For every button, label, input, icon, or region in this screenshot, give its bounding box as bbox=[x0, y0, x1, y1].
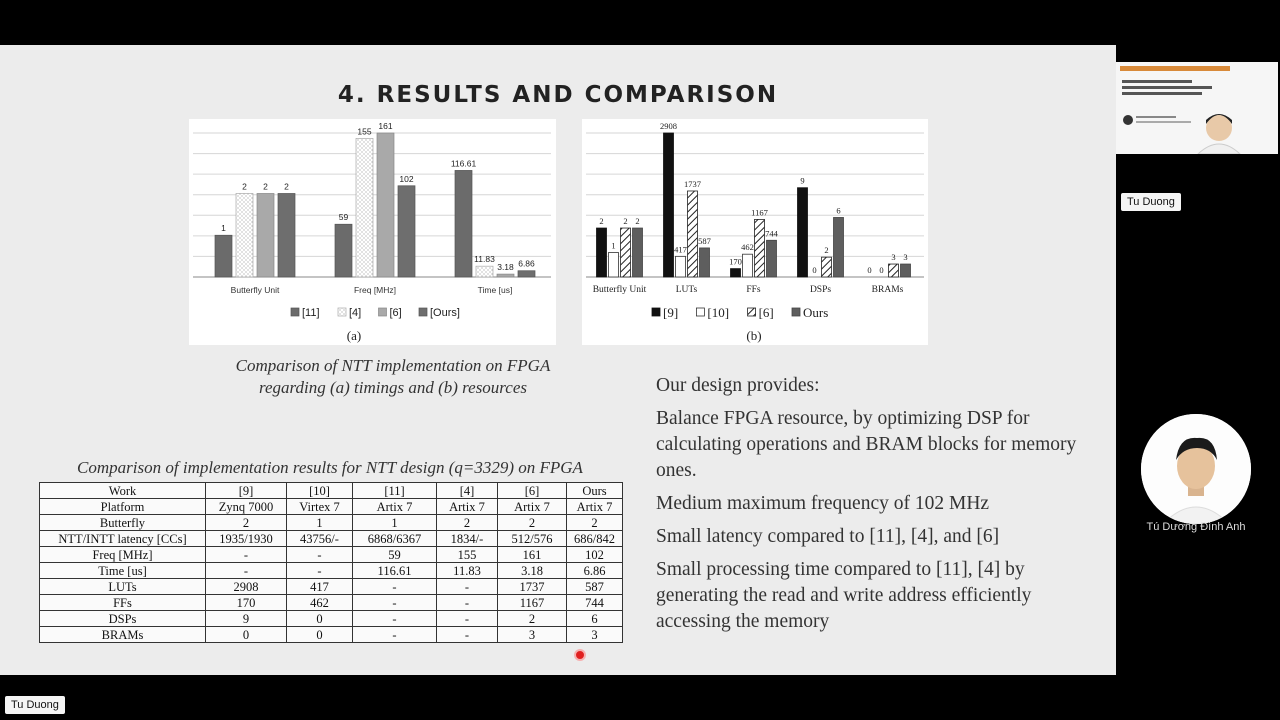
data-label: 0 bbox=[867, 265, 872, 275]
table-cell: 6.86 bbox=[567, 563, 623, 579]
table-cell: - bbox=[437, 579, 498, 595]
bar bbox=[497, 274, 514, 277]
table-cell: 59 bbox=[353, 547, 437, 563]
legend-swatch bbox=[696, 308, 704, 316]
bar bbox=[633, 228, 643, 277]
bar bbox=[621, 228, 631, 277]
bar bbox=[755, 219, 765, 277]
chart-a bbox=[189, 119, 556, 345]
x-tick-label: Time [us] bbox=[477, 285, 513, 295]
presenter-video-tile[interactable] bbox=[1116, 62, 1278, 154]
table-cell: [10] bbox=[287, 483, 353, 499]
bar bbox=[664, 133, 674, 277]
table-cell: NTT/INTT latency [CCs] bbox=[40, 531, 206, 547]
presentation-slide bbox=[0, 45, 1116, 675]
table-cell: 417 bbox=[287, 579, 353, 595]
table-cell: [9] bbox=[206, 483, 287, 499]
table-row bbox=[40, 547, 623, 563]
table-row bbox=[40, 499, 623, 515]
table-cell: 2 bbox=[498, 515, 567, 531]
legend-swatch bbox=[652, 308, 660, 316]
legend-label: [4] bbox=[349, 307, 362, 319]
table-cell: Time [us] bbox=[40, 563, 206, 579]
table-cell: [4] bbox=[437, 483, 498, 499]
data-label: 0 bbox=[879, 265, 884, 275]
x-tick-label: Butterfly Unit bbox=[592, 285, 647, 295]
table-cell: Platform bbox=[40, 499, 206, 515]
table-cell: DSPs bbox=[40, 611, 206, 627]
table-cell: 1 bbox=[353, 515, 437, 531]
table-cell: - bbox=[437, 611, 498, 627]
data-label: 9 bbox=[800, 175, 805, 186]
bar bbox=[278, 193, 295, 277]
table-cell: 2 bbox=[206, 515, 287, 531]
bottom-bar bbox=[0, 675, 1280, 720]
table-cell: Freq [MHz] bbox=[40, 547, 206, 563]
bar bbox=[767, 240, 777, 277]
table-cell: 0 bbox=[287, 627, 353, 643]
table-cell: Artix 7 bbox=[353, 499, 437, 515]
data-label: 462 bbox=[741, 242, 754, 253]
data-label: 2 bbox=[623, 216, 628, 227]
table-cell: BRAMs bbox=[40, 627, 206, 643]
table-row bbox=[40, 531, 623, 547]
table-row bbox=[40, 563, 623, 579]
design-points bbox=[656, 373, 1096, 642]
x-tick-label: FFs bbox=[746, 285, 761, 295]
participant-name-tag-bottom: Tu Duong bbox=[5, 696, 65, 714]
avatar[interactable] bbox=[1141, 414, 1251, 524]
data-label: 2908 bbox=[660, 121, 677, 131]
data-label: 2 bbox=[263, 181, 268, 192]
bar bbox=[889, 264, 899, 277]
table-cell: - bbox=[287, 563, 353, 579]
pointer-dot bbox=[574, 649, 586, 661]
figure-caption-line1: Comparison of NTT implementation on FPGA bbox=[235, 356, 551, 375]
table-cell: 1935/1930 bbox=[206, 531, 287, 547]
data-label: 744 bbox=[765, 228, 778, 239]
table-cell: 155 bbox=[437, 547, 498, 563]
bar bbox=[377, 133, 394, 277]
table-cell: 0 bbox=[206, 627, 287, 643]
table-cell: 2 bbox=[437, 515, 498, 531]
table-cell: Ours bbox=[567, 483, 623, 499]
data-label: 2 bbox=[824, 245, 829, 256]
data-label: 3 bbox=[903, 252, 908, 263]
table-cell: - bbox=[437, 595, 498, 611]
design-point: Small processing time compared to [11], [4] by generating the read and write address efficiently accessing the memory bbox=[656, 559, 1032, 632]
panel-label: (b) bbox=[746, 328, 762, 343]
results-table bbox=[39, 482, 623, 643]
legend-swatch bbox=[291, 308, 299, 316]
table-cell: - bbox=[353, 579, 437, 595]
table-cell: - bbox=[437, 627, 498, 643]
bar bbox=[335, 224, 352, 277]
table-cell: LUTs bbox=[40, 579, 206, 595]
table-cell: Artix 7 bbox=[567, 499, 623, 515]
table-cell: 2 bbox=[498, 611, 567, 627]
table-cell: Work bbox=[40, 483, 206, 499]
table-cell: [11] bbox=[353, 483, 437, 499]
x-tick-label: Butterfly Unit bbox=[230, 285, 280, 295]
table-cell: FFs bbox=[40, 595, 206, 611]
table-cell: - bbox=[353, 595, 437, 611]
bar bbox=[215, 235, 232, 277]
table-cell: 102 bbox=[567, 547, 623, 563]
bar bbox=[257, 193, 274, 277]
table-cell: 170 bbox=[206, 595, 287, 611]
legend-swatch bbox=[792, 308, 800, 316]
table-header-row bbox=[40, 483, 623, 499]
table-cell: 462 bbox=[287, 595, 353, 611]
data-label: 170 bbox=[729, 256, 742, 267]
bar bbox=[822, 257, 832, 277]
legend-label: [11] bbox=[302, 307, 320, 319]
data-label: 0 bbox=[812, 265, 817, 275]
data-label: 59 bbox=[338, 212, 349, 223]
design-point: Our design provides: bbox=[656, 375, 820, 396]
bar bbox=[476, 266, 493, 277]
bar bbox=[901, 264, 911, 277]
legend-label: [9] bbox=[663, 305, 679, 320]
bar bbox=[798, 188, 808, 277]
table-cell: - bbox=[206, 547, 287, 563]
legend-swatch bbox=[379, 308, 387, 316]
table-cell: 1834/- bbox=[437, 531, 498, 547]
design-point: Medium maximum frequency of 102 MHz bbox=[656, 493, 990, 514]
data-label: 11.83 bbox=[474, 254, 495, 265]
legend-label: Ours bbox=[803, 305, 829, 320]
bar bbox=[356, 138, 373, 277]
bar bbox=[834, 217, 844, 277]
data-label: 2 bbox=[242, 181, 247, 192]
table-cell: - bbox=[353, 627, 437, 643]
bar bbox=[455, 170, 472, 277]
table-cell: 9 bbox=[206, 611, 287, 627]
table-cell: Artix 7 bbox=[437, 499, 498, 515]
chart-panel-a bbox=[189, 119, 556, 345]
data-label: 155 bbox=[357, 126, 372, 137]
table-cell: 3.18 bbox=[498, 563, 567, 579]
data-label: 2 bbox=[599, 216, 604, 227]
avatar-photo bbox=[1141, 414, 1251, 524]
table-cell: - bbox=[206, 563, 287, 579]
table-cell: 11.83 bbox=[437, 563, 498, 579]
table-cell: 0 bbox=[287, 611, 353, 627]
table-cell: Virtex 7 bbox=[287, 499, 353, 515]
legend-swatch bbox=[748, 308, 756, 316]
table-cell: 161 bbox=[498, 547, 567, 563]
table-cell: 1 bbox=[287, 515, 353, 531]
figure-caption-line2: regarding (a) timings and (b) resources bbox=[258, 378, 528, 397]
data-label: 6 bbox=[836, 205, 841, 216]
table-cell: Butterfly bbox=[40, 515, 206, 531]
data-label: 6.86 bbox=[518, 258, 535, 269]
bar bbox=[743, 254, 753, 277]
top-bar bbox=[0, 0, 1280, 45]
data-label: 1167 bbox=[751, 207, 768, 218]
table-caption: Comparison of implementation results for NTT design (q=3329) on FPGA bbox=[77, 458, 583, 477]
data-label: 2 bbox=[635, 216, 640, 227]
table-row bbox=[40, 579, 623, 595]
table-row bbox=[40, 627, 623, 643]
table-cell: 43756/- bbox=[287, 531, 353, 547]
table-cell: 6 bbox=[567, 611, 623, 627]
bar bbox=[609, 253, 619, 277]
legend-swatch bbox=[419, 308, 427, 316]
presenter-thumbnail bbox=[1116, 62, 1278, 154]
bar bbox=[236, 193, 253, 277]
table-cell: Zynq 7000 bbox=[206, 499, 287, 515]
table-cell: - bbox=[287, 547, 353, 563]
bar bbox=[688, 191, 698, 277]
x-tick-label: BRAMs bbox=[871, 285, 904, 295]
table-cell: 6868/6367 bbox=[353, 531, 437, 547]
table-cell: 686/842 bbox=[567, 531, 623, 547]
x-tick-label: LUTs bbox=[675, 285, 698, 295]
design-point: Balance FPGA resource, by optimizing DSP for calculating operations and BRAM blocks for memory ones. bbox=[656, 408, 1077, 481]
data-label: 587 bbox=[698, 235, 711, 246]
data-label: 1 bbox=[221, 223, 226, 234]
data-label: 1737 bbox=[684, 178, 701, 189]
legend-label: [Ours] bbox=[430, 307, 460, 319]
table-row bbox=[40, 515, 623, 531]
avatar-name: Tú Dương Đình Anh bbox=[1146, 521, 1246, 533]
bar bbox=[398, 186, 415, 277]
x-tick-label: DSPs bbox=[809, 285, 832, 295]
data-label: 3.18 bbox=[497, 262, 514, 273]
table-cell: 2 bbox=[567, 515, 623, 531]
x-tick-label: Freq [MHz] bbox=[353, 285, 397, 295]
table-cell: [6] bbox=[498, 483, 567, 499]
table-row bbox=[40, 611, 623, 627]
table-cell: 587 bbox=[567, 579, 623, 595]
participant-name-tag: Tu Duong bbox=[1121, 193, 1181, 211]
table-cell: 116.61 bbox=[353, 563, 437, 579]
data-label: 116.61 bbox=[450, 158, 477, 169]
data-label: 1 bbox=[611, 240, 616, 251]
table-cell: 744 bbox=[567, 595, 623, 611]
legend-label: [6] bbox=[758, 305, 774, 320]
bar bbox=[597, 228, 607, 277]
data-label: 102 bbox=[399, 173, 414, 184]
bar bbox=[700, 248, 710, 277]
table-cell: 2908 bbox=[206, 579, 287, 595]
data-label: 161 bbox=[378, 121, 393, 131]
table-cell: Artix 7 bbox=[498, 499, 567, 515]
table-cell: - bbox=[353, 611, 437, 627]
chart-panel-b bbox=[582, 119, 928, 345]
design-point: Small latency compared to [11], [4], and [6] bbox=[656, 526, 1000, 547]
slide-title: 4. RESULTS AND COMPARISON bbox=[337, 82, 779, 108]
table-cell: 1737 bbox=[498, 579, 567, 595]
legend-swatch bbox=[338, 308, 346, 316]
data-label: 2 bbox=[284, 181, 289, 192]
bar bbox=[676, 256, 686, 277]
table-row bbox=[40, 595, 623, 611]
table-cell: 512/576 bbox=[498, 531, 567, 547]
panel-label: (a) bbox=[346, 328, 362, 343]
figure-caption bbox=[200, 355, 586, 399]
table-cell: 3 bbox=[498, 627, 567, 643]
data-label: 417 bbox=[674, 244, 687, 255]
bar bbox=[518, 271, 535, 277]
data-label: 3 bbox=[891, 252, 896, 263]
bar bbox=[731, 269, 741, 277]
table-cell: 1167 bbox=[498, 595, 567, 611]
legend-label: [10] bbox=[707, 305, 730, 320]
legend-label: [6] bbox=[389, 307, 402, 319]
table-cell: 3 bbox=[567, 627, 623, 643]
chart-b bbox=[582, 119, 928, 345]
